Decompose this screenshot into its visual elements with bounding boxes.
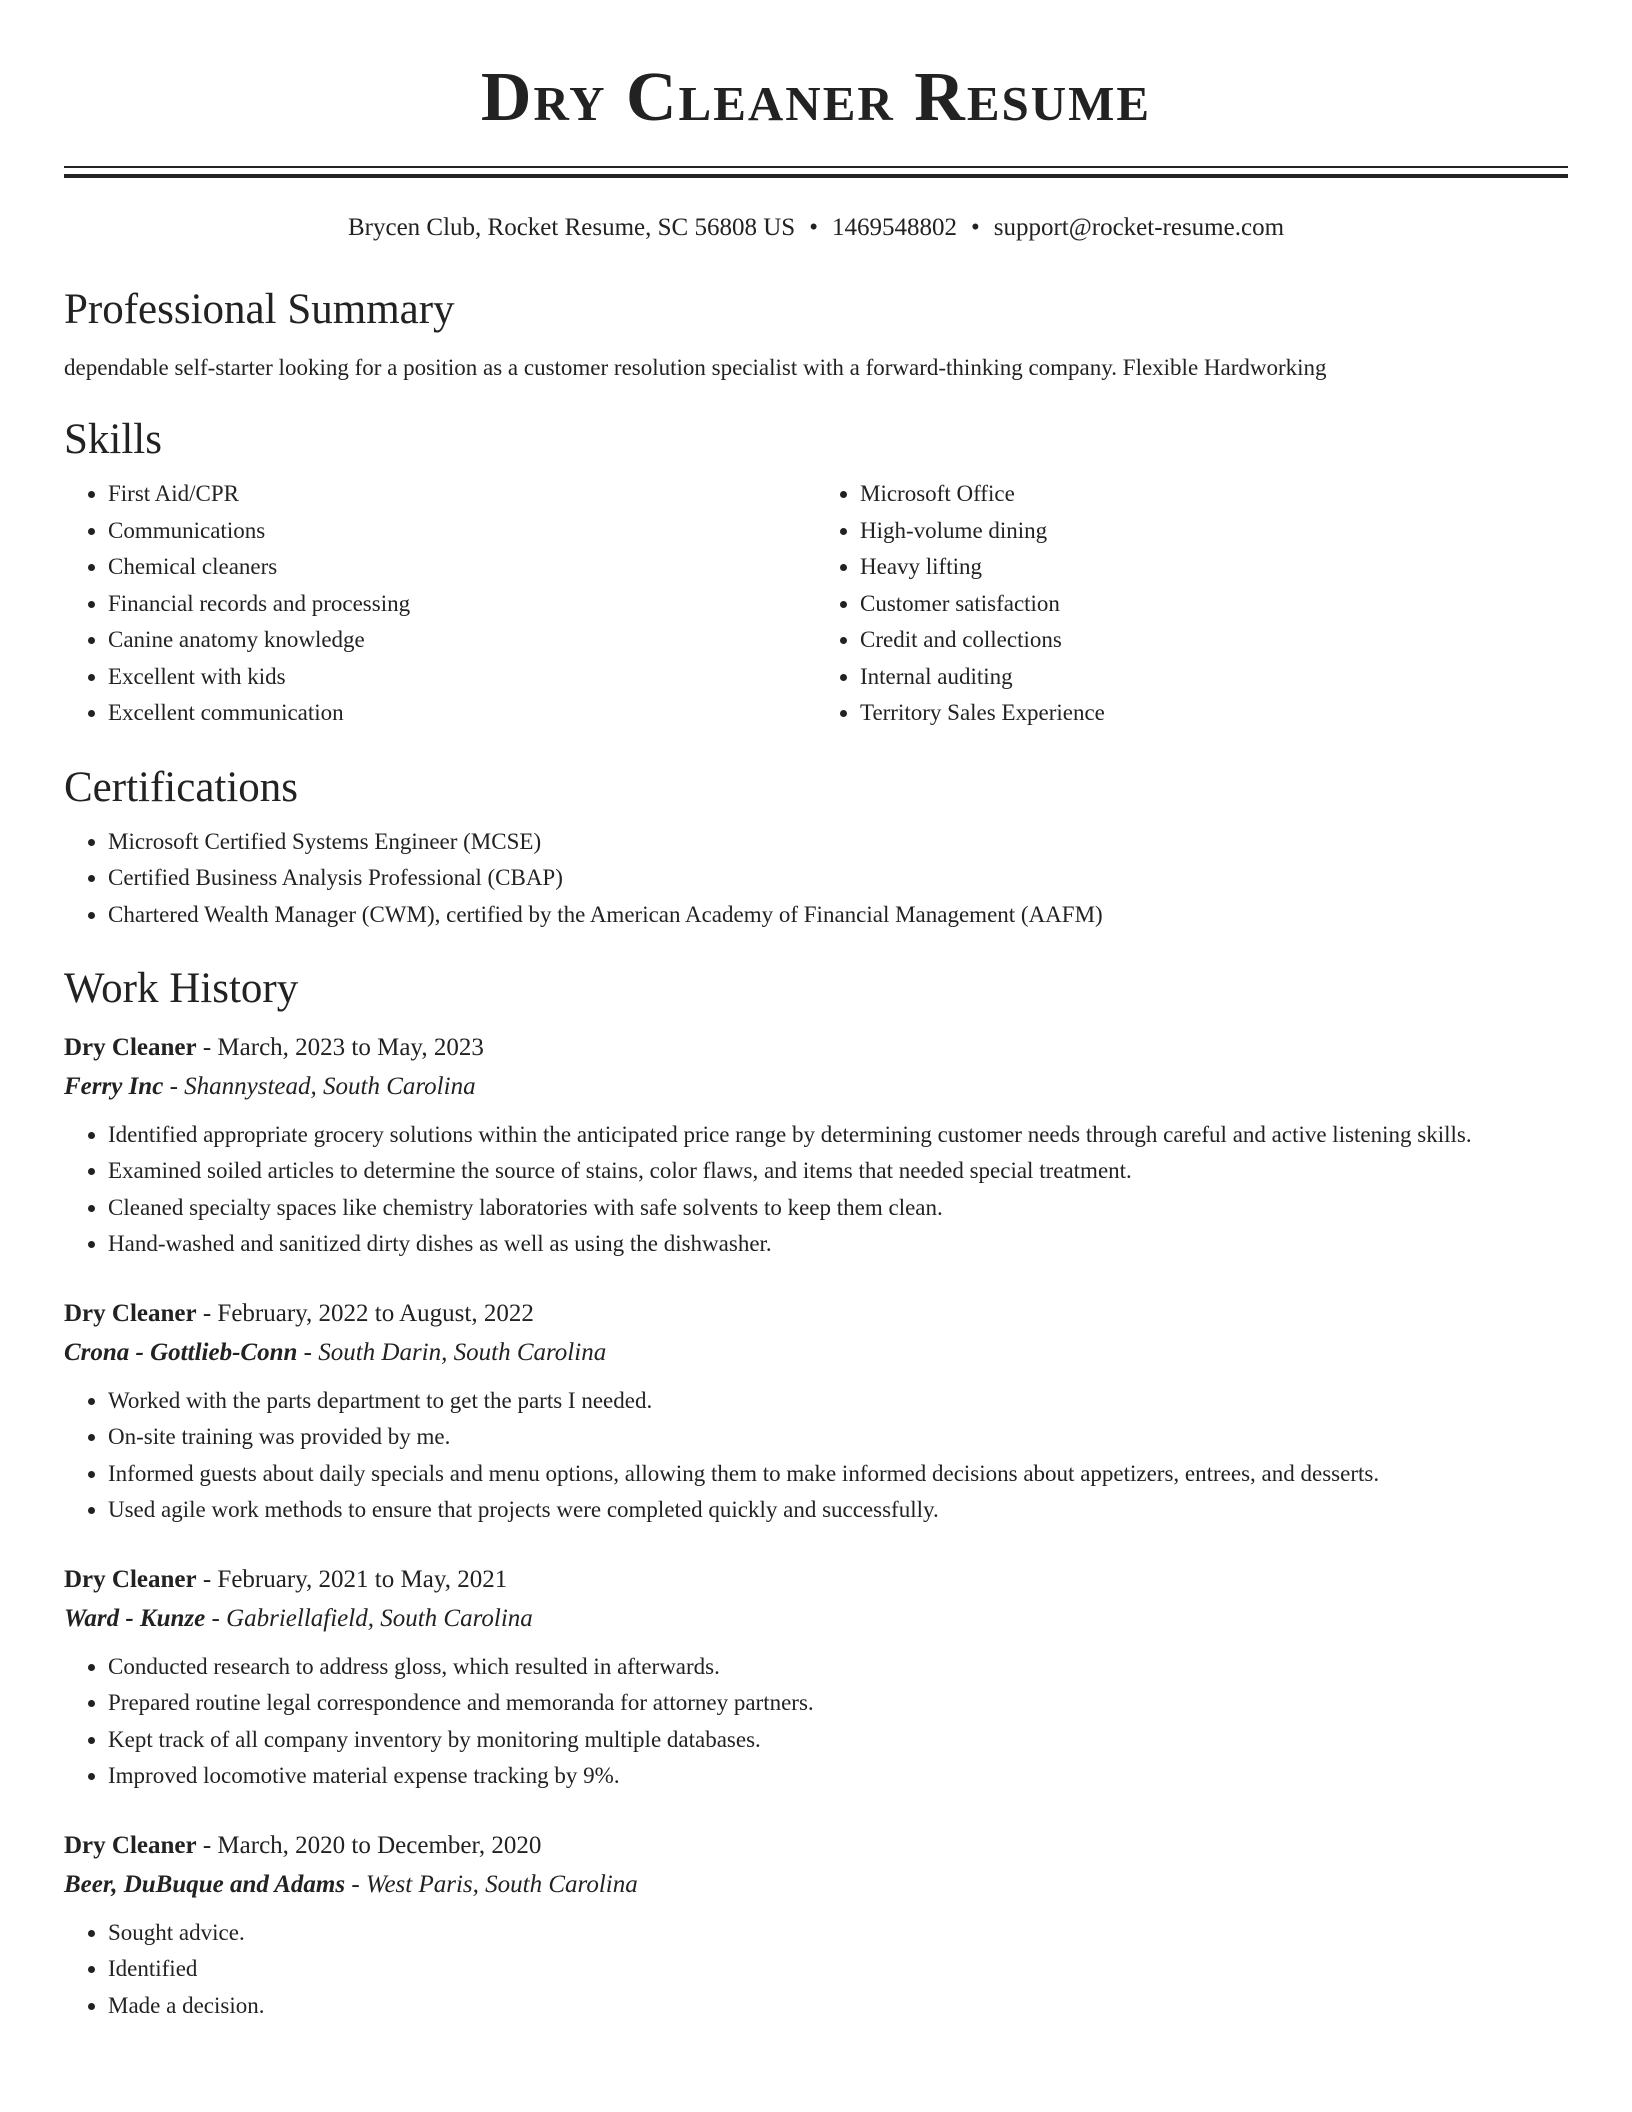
contact-phone: 1469548802 <box>831 214 957 241</box>
contact-separator: • <box>970 214 980 241</box>
skills-heading: Skills <box>64 416 162 463</box>
job-entry <box>64 1561 1568 1795</box>
contact-separator: • <box>809 214 818 241</box>
skill-item: • Territory Sales Experience <box>860 695 1568 732</box>
job-role: Dry Cleaner <box>64 1831 197 1859</box>
contact-line <box>64 212 1568 244</box>
job-bullet: • Sought advice. <box>108 1915 1568 1952</box>
job-role: Dry Cleaner <box>64 1565 197 1593</box>
job-bullet: • Conducted research to address gloss, which resulted in afterwards. <box>108 1649 1568 1686</box>
skill-item: • First Aid/CPR <box>108 476 816 513</box>
certification-item: • Certified Business Analysis Professional (CBAP) <box>108 860 1568 897</box>
job-entry <box>64 1295 1568 1529</box>
job-company: Beer, DuBuque and Adams <box>64 1870 346 1898</box>
summary-text: dependable self-starter looking for a position as a customer resolution specialist with a forward-thinking company. Flexible Hardworking <box>64 355 1327 380</box>
job-bullets <box>64 1649 1568 1795</box>
job-title-line <box>64 1561 1568 1599</box>
job-title-line <box>64 1295 1568 1333</box>
job-dates: - February, 2021 to May, 2021 <box>196 1565 508 1593</box>
skill-item: • Excellent communication <box>108 695 816 732</box>
contact-address: Brycen Club, Rocket Resume, SC 56808 US <box>347 214 796 241</box>
job-bullets <box>64 1915 1568 2025</box>
job-company: Crona - Gottlieb-Conn <box>64 1338 298 1366</box>
job-title-line <box>64 1029 1568 1067</box>
job-location: - Gabriellafield, South Carolina <box>205 1604 533 1632</box>
contact-email: support@rocket-resume.com <box>993 214 1285 241</box>
summary-heading: Professional Summary <box>64 286 455 333</box>
skill-item: • Internal auditing <box>860 659 1568 696</box>
skill-item: • Canine anatomy knowledge <box>108 622 816 659</box>
skill-item: • Credit and collections <box>860 622 1568 659</box>
job-dates: - March, 2020 to December, 2020 <box>196 1831 542 1859</box>
job-role: Dry Cleaner <box>64 1034 197 1061</box>
job-bullet: • Used agile work methods to ensure that projects were completed quickly and successfully. <box>108 1492 1568 1529</box>
job-entry <box>64 1029 1568 1263</box>
job-bullet: • Examined soiled articles to determine the source of stains, color flaws, and items that needed special treatment. <box>108 1153 1568 1190</box>
certifications-heading: Certifications <box>64 763 299 811</box>
job-entry <box>64 1827 1568 2025</box>
skill-item: • High-volume dining <box>860 513 1568 550</box>
job-dates: - February, 2022 to August, 2022 <box>196 1299 534 1327</box>
job-bullet: • Identified appropriate grocery solutions within the anticipated price range by determining customer needs through careful and active listening skills. <box>108 1117 1568 1153</box>
skills-grid <box>64 476 1568 732</box>
skill-item: • Chemical cleaners <box>108 549 816 586</box>
job-company: Ferry Inc <box>64 1073 164 1100</box>
skill-item: • Customer satisfaction <box>860 586 1568 623</box>
job-company-line <box>64 1067 1568 1107</box>
job-bullet: • Improved locomotive material expense tracking by 9%. <box>108 1758 1568 1795</box>
skills-list-right <box>816 476 1568 732</box>
skill-item: • Heavy lifting <box>860 549 1568 586</box>
title-divider-thick <box>64 174 1568 178</box>
job-bullet: • On-site training was provided by me. <box>108 1419 1568 1456</box>
job-role: Dry Cleaner <box>64 1299 197 1327</box>
certification-item: • Microsoft Certified Systems Engineer (MCSE) <box>108 824 1568 861</box>
skills-list-left <box>64 476 816 732</box>
resume-title: Dry Cleaner Resume <box>480 59 1152 136</box>
job-company: Ward - Kunze <box>64 1604 206 1632</box>
job-title-line <box>64 1827 1568 1865</box>
job-company-line <box>64 1599 1568 1639</box>
skill-item: • Communications <box>108 513 816 550</box>
certification-item: • Chartered Wealth Manager (CWM), certified by the American Academy of Financial Management (AAFM) <box>108 897 1568 934</box>
job-bullet: • Made a decision. <box>108 1988 1568 2025</box>
job-bullet: • Kept track of all company inventory by monitoring multiple databases. <box>108 1722 1568 1759</box>
work-history-heading: Work History <box>64 965 299 1012</box>
job-bullet: • Prepared routine legal correspondence and memoranda for attorney partners. <box>108 1685 1568 1722</box>
job-location: - South Darin, South Carolina <box>297 1338 607 1366</box>
job-bullets <box>64 1117 1568 1263</box>
title-divider-thin <box>64 166 1568 168</box>
job-bullet: • Identified <box>108 1951 1568 1988</box>
job-bullet: • Worked with the parts department to get the parts I needed. <box>108 1383 1568 1420</box>
job-location: - Shannystead, South Carolina <box>163 1073 476 1100</box>
job-company-line <box>64 1865 1568 1905</box>
skill-item: • Excellent with kids <box>108 659 816 696</box>
skill-item: • Financial records and processing <box>108 586 816 623</box>
certifications-list <box>64 824 1568 934</box>
job-dates: - March, 2023 to May, 2023 <box>196 1034 484 1061</box>
job-company-line <box>64 1333 1568 1373</box>
job-bullets <box>64 1383 1568 1529</box>
skill-item: • Microsoft Office <box>860 476 1568 513</box>
job-location: - West Paris, South Carolina <box>345 1870 638 1898</box>
job-bullet: • Informed guests about daily specials and menu options, allowing them to make informed decisions about appetizers, entrees, and desserts. <box>108 1456 1568 1493</box>
job-bullet: • Cleaned specialty spaces like chemistry laboratories with safe solvents to keep them clean. <box>108 1190 1568 1227</box>
job-bullet: • Hand-washed and sanitized dirty dishes as well as using the dishwasher. <box>108 1226 1568 1263</box>
